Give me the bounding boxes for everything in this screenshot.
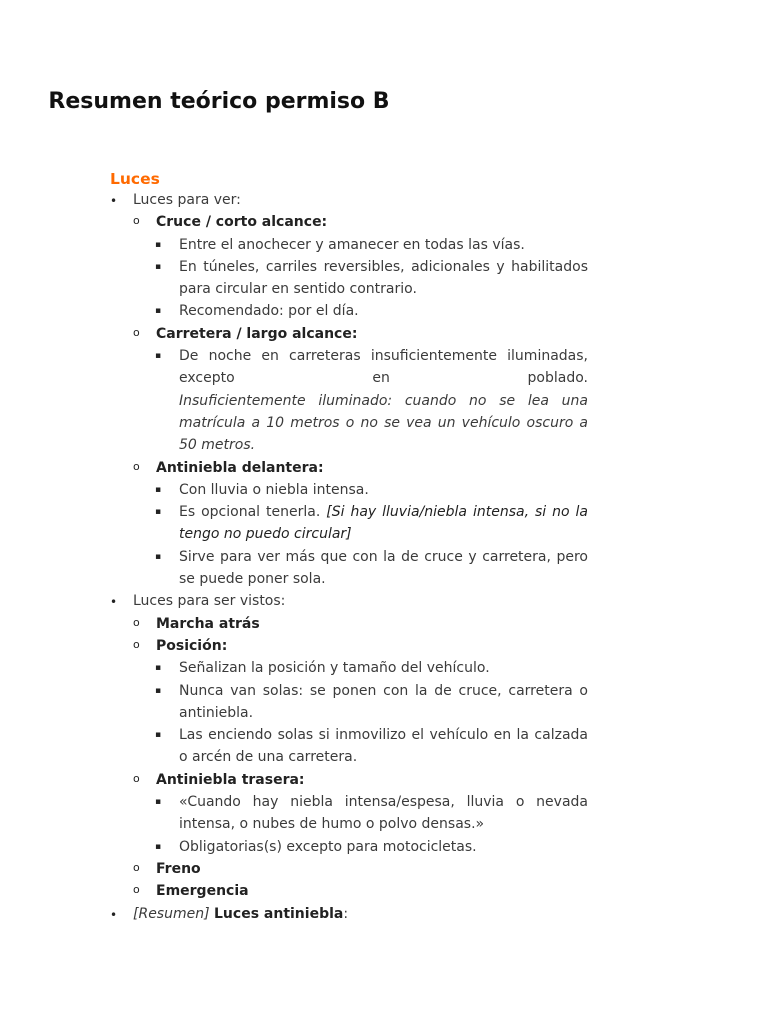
item-text: Entre el anochecer y amanecer en todas las vías. — [179, 236, 525, 253]
item-text: : — [343, 905, 349, 922]
list-item — [110, 635, 588, 657]
item-heading: Freno — [156, 860, 201, 877]
item-heading: Carretera / largo alcance: — [156, 325, 358, 342]
item-heading: Marcha atrás — [156, 615, 260, 632]
list-item — [110, 613, 588, 635]
item-text: Señalizan la posición y tamaño del vehículo. — [179, 660, 490, 677]
item-text: Nunca van solas: se ponen con la de cruce, carretera o antiniebla. — [179, 682, 588, 721]
list-item — [110, 590, 588, 612]
list-item — [110, 211, 588, 233]
list-item — [110, 323, 588, 345]
section-heading-luces: Luces — [110, 170, 160, 188]
item-heading: Emergencia — [156, 883, 249, 900]
list-item — [110, 858, 588, 880]
list-item — [110, 256, 588, 301]
list-item — [110, 769, 588, 791]
item-heading: Cruce / corto alcance: — [156, 214, 328, 231]
item-note: [Si hay lluvia/niebla intensa, si no la tengo no puedo circular] — [179, 504, 589, 543]
list-item — [110, 189, 588, 211]
item-text: Sirve para ver más que con la de cruce y carretera, pero se puede poner sola. — [179, 548, 588, 588]
item-text: «Cuando hay niebla intensa/espesa, lluvia o nevada intensa, o nubes de humo o polvo densas.» — [179, 794, 588, 833]
item-text: Recomendado: por el día. — [179, 303, 359, 320]
list-item — [110, 880, 588, 902]
list-item — [110, 903, 588, 925]
item-text: Las enciendo solas si inmovilizo el vehículo en la calzada o arcén de una carretera. — [179, 727, 588, 766]
item-heading: Antiniebla delantera: — [156, 459, 324, 476]
item-text: Luces para ver: — [133, 192, 241, 208]
item-heading: Posición: — [156, 637, 228, 654]
list-item — [110, 724, 588, 769]
item-text: Luces para ser vistos: — [133, 593, 286, 610]
outline-list — [110, 189, 588, 925]
item-note: Insuficientemente iluminado: cuando no se lea una matrícula a 10 metros o no se vea un vehículo oscuro a 50 metros. — [179, 392, 588, 454]
list-item — [110, 345, 588, 456]
item-text: Es opcional tenerla. — [179, 504, 321, 521]
list-item — [110, 501, 588, 546]
list-item — [110, 457, 588, 479]
list-item — [110, 300, 588, 322]
list-item — [110, 234, 588, 256]
list-item — [110, 546, 588, 591]
item-text: Obligatorias(s) excepto para motocicletas. — [179, 838, 477, 855]
item-text: En túneles, carriles reversibles, adicionales y habilitados para circular en sentido contrario. — [179, 258, 588, 298]
item-text: Con lluvia o niebla intensa. — [179, 481, 369, 498]
document-body — [110, 189, 588, 925]
page-title: Resumen teórico permiso B — [48, 89, 390, 114]
item-text: De noche en carreteras insuficientemente iluminadas, excepto en poblado. — [179, 348, 588, 387]
list-item — [110, 657, 588, 679]
item-note: [Resumen] — [133, 905, 210, 922]
list-item — [110, 836, 588, 858]
list-item — [110, 479, 588, 501]
item-heading: Antiniebla trasera: — [156, 771, 305, 788]
list-item — [110, 791, 588, 836]
item-heading: Luces antiniebla — [214, 905, 344, 922]
list-item — [110, 680, 588, 725]
